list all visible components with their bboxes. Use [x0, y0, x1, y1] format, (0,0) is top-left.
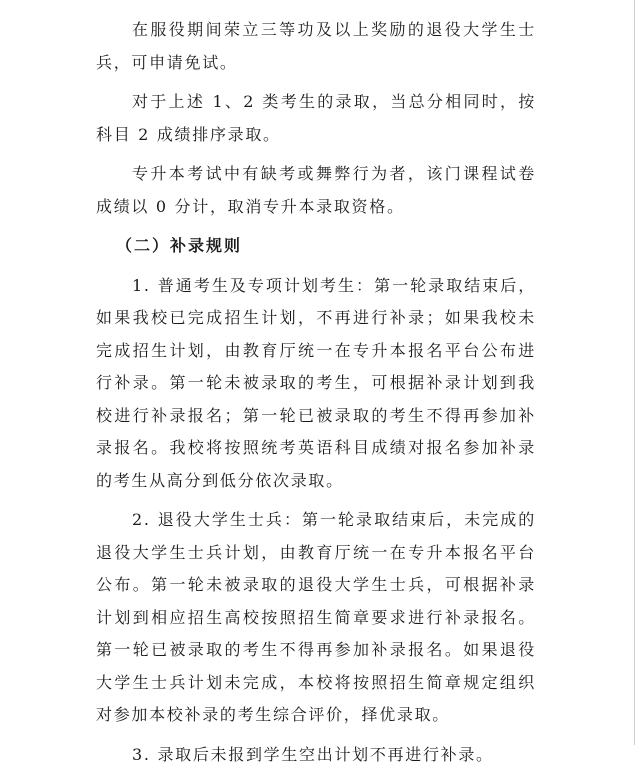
paragraph-misconduct: 专升本考试中有缺考或舞弊行为者，该门课程试卷成绩以 0 分计，取消专升本录取资格。: [96, 164, 536, 216]
paragraph-tie-break: 对于上述 1、2 类考生的录取，当总分相同时，按科目 2 成绩排序录取。: [96, 92, 536, 144]
rule-item-2: 2. 退役大学生士兵：第一轮录取结束后，未完成的退役大学生士兵计划，由教育厅统一在专升本报名平台公布。第一轮未被录取的退役大学生士兵，可根据补录计划到相应招生高校按照招生简章要求进行补录报名。第一轮已被录取的考生不得再参加补录报名。如果退役大学生士兵计划未完成，本校将按照招生简章规定组织对参加本校补录的考生综合评价，择优录取。: [96, 510, 536, 724]
section-heading: （二）补录规则: [116, 236, 243, 255]
document-body: [96, 14, 536, 778]
rule-item-3: 3. 录取后未报到学生空出计划不再进行补录。: [132, 744, 494, 764]
rule-item-1: 1. 普通考生及专项计划考生：第一轮录取结束后，如果我校已完成招生计划，不再进行补录；如果我校未完成招生计划，由教育厅统一在专升本报名平台公布进行补录。第一轮未被录取的考生，可根据补录计划到我校进行补录报名；第一轮已被录取的考生不得再参加补录报名。我校将按照统考英语科目成绩对报名参加补录的考生从高分到低分依次录取。: [96, 275, 536, 490]
paragraph-exemption: 在服役期间荣立三等功及以上奖励的退役大学生士兵，可申请免试。: [96, 20, 536, 72]
